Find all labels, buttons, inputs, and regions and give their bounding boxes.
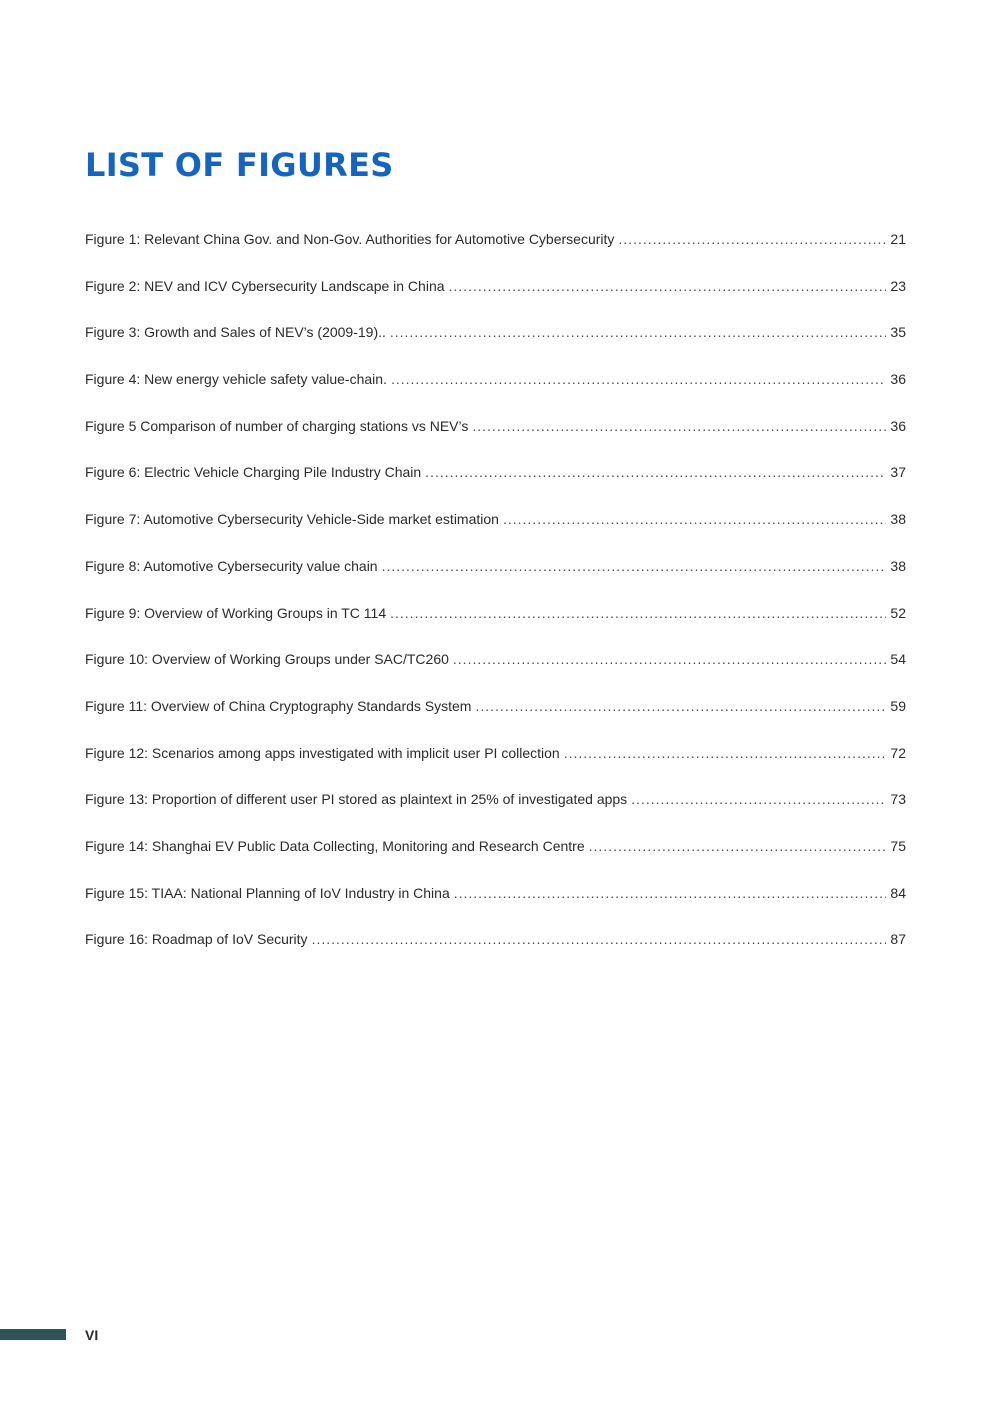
figure-list [85, 227, 906, 974]
figure-entry[interactable] [85, 227, 906, 274]
dot-leader [390, 320, 887, 344]
figure-entry[interactable] [85, 274, 906, 321]
dot-leader [618, 227, 886, 251]
dot-leader [425, 460, 886, 484]
figure-entry[interactable] [85, 554, 906, 601]
figure-entry[interactable] [85, 787, 906, 834]
dot-leader [454, 881, 887, 905]
figure-title: Figure 16: Roadmap of IoV Security [85, 931, 308, 948]
figure-entry[interactable] [85, 507, 906, 554]
figure-title: Figure 1: Relevant China Gov. and Non-Gov. Authorities for Automotive Cybersecurity [85, 231, 615, 247]
figure-page-number: 75 [890, 837, 906, 854]
figure-title: Figure 8: Automotive Cybersecurity value chain [85, 557, 378, 574]
dot-leader [631, 787, 886, 811]
dot-leader [472, 414, 886, 438]
dot-leader [390, 601, 886, 625]
figure-title: Figure 2: NEV and ICV Cybersecurity Landscape in China [85, 277, 445, 294]
dot-leader [391, 367, 886, 391]
dot-leader [475, 694, 886, 718]
figure-title: Figure 15: TIAA: National Planning of IoV Industry in China [85, 884, 450, 901]
figure-entry[interactable] [85, 741, 906, 788]
figure-entry[interactable] [85, 414, 906, 461]
figure-page-number: 37 [890, 464, 906, 481]
figure-page-number: 23 [890, 277, 906, 294]
page-number: VI [85, 1327, 99, 1343]
figure-page-number: 84 [890, 884, 906, 901]
figure-title: Figure 9: Overview of Working Groups in TC 114 [85, 604, 387, 621]
figure-title: Figure 7: Automotive Cybersecurity Vehicle-Side market estimation [85, 511, 499, 528]
figure-title: Figure 13: Proportion of different user PI stored as plaintext in 25% of investigated apps [85, 791, 628, 808]
figure-title: Figure 6: Electric Vehicle Charging Pile Industry Chain [85, 464, 422, 481]
figure-page-number: 38 [890, 511, 906, 528]
figure-page-number: 38 [890, 557, 906, 574]
figure-title: Figure 4: New energy vehicle safety value-chain. [85, 371, 387, 388]
figure-title: Figure 12: Scenarios among apps investigated with implicit user PI collection [85, 744, 560, 761]
figure-page-number: 52 [890, 604, 906, 621]
figure-entry[interactable] [85, 601, 906, 648]
figure-entry[interactable] [85, 881, 906, 928]
figure-title: Figure 14: Shanghai EV Public Data Collecting, Monitoring and Research Centre [85, 837, 585, 854]
figure-page-number: 36 [890, 371, 906, 388]
figure-page-number: 72 [890, 744, 906, 761]
page-title: LIST OF FIGURES [85, 146, 394, 184]
figure-page-number: 73 [890, 791, 906, 808]
figure-page-number: 54 [890, 651, 906, 668]
dot-leader [564, 741, 887, 765]
figure-entry[interactable] [85, 834, 906, 881]
figure-page-number: 35 [890, 324, 906, 341]
dot-leader [449, 274, 887, 298]
dot-leader [312, 927, 887, 951]
figure-page-number: 36 [890, 417, 906, 434]
figure-entry[interactable] [85, 367, 906, 414]
figure-entry[interactable] [85, 647, 906, 694]
figure-title: Figure 5 Comparison of number of charging stations vs NEV’s [85, 417, 469, 434]
figure-entry[interactable] [85, 320, 906, 367]
figure-entry[interactable] [85, 460, 906, 507]
figure-entry[interactable] [85, 694, 906, 741]
footer-accent-bar [0, 1329, 66, 1340]
dot-leader [453, 647, 887, 671]
dot-leader [589, 834, 887, 858]
figure-page-number: 87 [890, 931, 906, 948]
figure-entry[interactable] [85, 927, 906, 974]
figure-title: Figure 10: Overview of Working Groups under SAC/TC260 [85, 651, 449, 668]
dot-leader [382, 554, 887, 578]
figure-page-number: 59 [890, 697, 906, 714]
figure-title: Figure 11: Overview of China Cryptography Standards System [85, 697, 472, 714]
figure-title: Figure 3: Growth and Sales of NEV’s (2009-19).. [85, 324, 386, 341]
figure-page-number: 21 [890, 231, 906, 247]
dot-leader [503, 507, 886, 531]
